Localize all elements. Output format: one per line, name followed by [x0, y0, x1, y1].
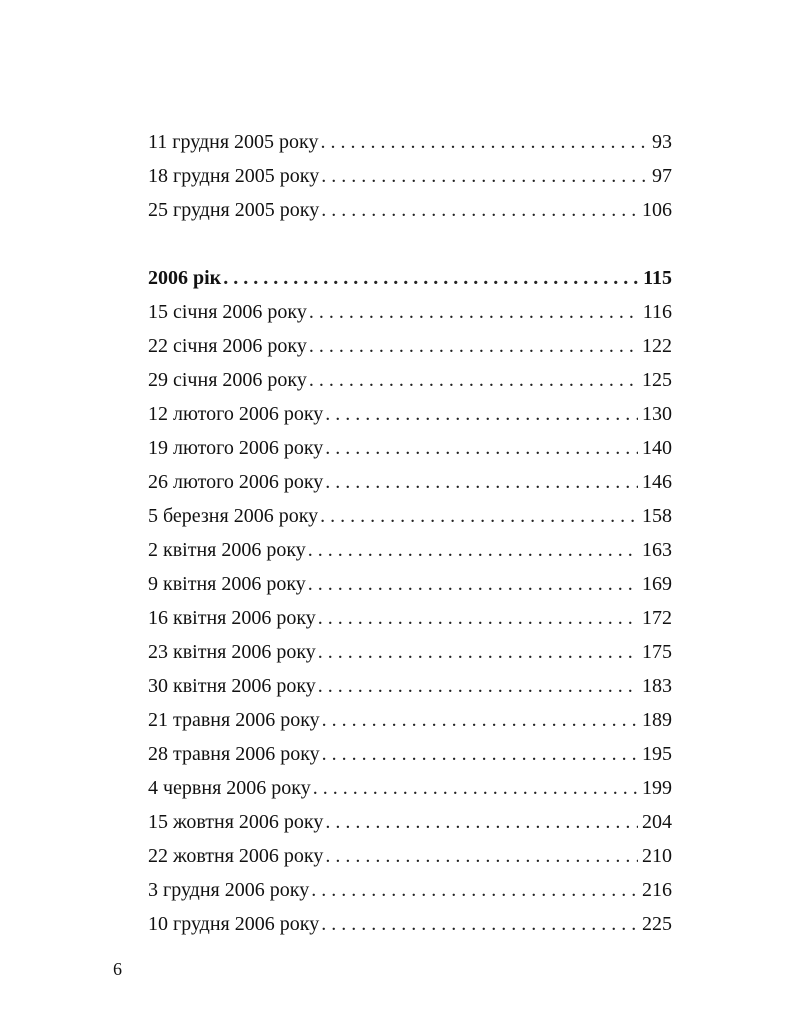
- toc-entry-page: 122: [642, 335, 672, 357]
- toc-entry-title: 3 грудня 2006 року: [148, 879, 310, 901]
- toc-entry-title: 22 січня 2006 року: [148, 335, 307, 357]
- toc-entry: [148, 839, 672, 873]
- toc-entry-page: 195: [642, 743, 672, 765]
- toc-entry: [148, 669, 672, 703]
- toc-dot-leader: [325, 805, 638, 839]
- toc-entry-page: 172: [642, 607, 672, 629]
- toc-entry: [148, 635, 672, 669]
- toc-entry-title: 15 жовтня 2006 року: [148, 811, 324, 833]
- toc-entry-page: 125: [642, 369, 672, 391]
- toc-entry-page: 210: [642, 845, 672, 867]
- toc-dot-leader: [318, 669, 638, 703]
- toc-entry-title: 22 жовтня 2006 року: [148, 845, 324, 867]
- toc-entry: [148, 601, 672, 635]
- toc-entry-page: 106: [642, 199, 672, 221]
- toc-entry: [148, 159, 672, 193]
- table-of-contents: [148, 125, 672, 941]
- toc-entry-page: 130: [642, 403, 672, 425]
- toc-dot-leader: [321, 159, 648, 193]
- toc-entry: [148, 329, 672, 363]
- toc-dot-leader: [325, 839, 638, 873]
- toc-entry-page: 225: [642, 913, 672, 935]
- toc-dot-leader: [309, 329, 638, 363]
- toc-dot-leader: [321, 193, 638, 227]
- toc-entry: [148, 363, 672, 397]
- toc-entry: [148, 533, 672, 567]
- toc-heading-page: 115: [643, 267, 672, 289]
- toc-dot-leader: [318, 635, 638, 669]
- toc-dot-leader: [322, 737, 638, 771]
- toc-entry: [148, 499, 672, 533]
- toc-entry-title: 10 грудня 2006 року: [148, 913, 320, 935]
- toc-dot-leader: [322, 703, 638, 737]
- toc-entry-page: 97: [652, 165, 672, 187]
- toc-entry-page: 183: [642, 675, 672, 697]
- toc-entry: [148, 907, 672, 941]
- toc-entry-title: 23 квітня 2006 року: [148, 641, 316, 663]
- toc-dot-leader: [325, 397, 638, 431]
- toc-dot-leader: [318, 601, 638, 635]
- toc-dot-leader: [309, 363, 638, 397]
- toc-entry-page: 169: [642, 573, 672, 595]
- toc-entry: [148, 125, 672, 159]
- toc-dot-leader: [320, 125, 648, 159]
- toc-entry-title: 21 травня 2006 року: [148, 709, 320, 731]
- toc-dot-leader: [320, 499, 638, 533]
- toc-entry-title: 29 січня 2006 року: [148, 369, 307, 391]
- toc-entry-title: 4 червня 2006 року: [148, 777, 311, 799]
- toc-entry-title: 11 грудня 2005 року: [148, 131, 319, 153]
- toc-entry-title: 25 грудня 2005 року: [148, 199, 320, 221]
- toc-dot-leader: [308, 533, 638, 567]
- toc-entry: [148, 873, 672, 907]
- toc-entry-title: 19 лютого 2006 року: [148, 437, 324, 459]
- toc-entry-page: 163: [642, 539, 672, 561]
- toc-section-heading: [148, 261, 672, 295]
- toc-entry-page: 199: [642, 777, 672, 799]
- toc-dot-leader: [311, 873, 638, 907]
- toc-spacer: [148, 227, 672, 261]
- toc-entry: [148, 465, 672, 499]
- toc-dot-leader: [308, 567, 638, 601]
- toc-entry-title: 12 лютого 2006 року: [148, 403, 324, 425]
- toc-entry: [148, 771, 672, 805]
- toc-entry-page: 189: [642, 709, 672, 731]
- toc-dot-leader: [313, 771, 638, 805]
- toc-dot-leader: [309, 295, 639, 329]
- toc-dot-leader: [325, 431, 638, 465]
- toc-entry-title: 16 квітня 2006 року: [148, 607, 316, 629]
- toc-entry-page: 140: [642, 437, 672, 459]
- toc-entry: [148, 431, 672, 465]
- toc-entry: [148, 805, 672, 839]
- toc-entry-title: 15 січня 2006 року: [148, 301, 307, 323]
- toc-dot-leader: [223, 261, 639, 295]
- toc-entry-title: 5 березня 2006 року: [148, 505, 319, 527]
- toc-entry-page: 116: [642, 301, 672, 323]
- toc-entry-title: 26 лютого 2006 року: [148, 471, 324, 493]
- toc-entry-page: 93: [652, 131, 672, 153]
- toc-entry-page: 146: [642, 471, 672, 493]
- toc-entry-title: 18 грудня 2005 року: [148, 165, 320, 187]
- toc-entry-title: 2 квітня 2006 року: [148, 539, 306, 561]
- toc-entry-title: 28 травня 2006 року: [148, 743, 320, 765]
- toc-entry-title: 30 квітня 2006 року: [148, 675, 316, 697]
- toc-entry: [148, 193, 672, 227]
- toc-entry: [148, 397, 672, 431]
- toc-entry-page: 204: [642, 811, 672, 833]
- toc-dot-leader: [325, 465, 638, 499]
- toc-entry-page: 158: [642, 505, 672, 527]
- toc-entry-page: 216: [642, 879, 672, 901]
- toc-entry: [148, 295, 672, 329]
- toc-entry-title: 9 квітня 2006 року: [148, 573, 306, 595]
- toc-entry-page: 175: [642, 641, 672, 663]
- toc-entry: [148, 703, 672, 737]
- page-number: 6: [113, 959, 122, 979]
- toc-dot-leader: [321, 907, 638, 941]
- toc-heading-title: 2006 рік: [148, 267, 222, 289]
- toc-entry: [148, 737, 672, 771]
- toc-entry: [148, 567, 672, 601]
